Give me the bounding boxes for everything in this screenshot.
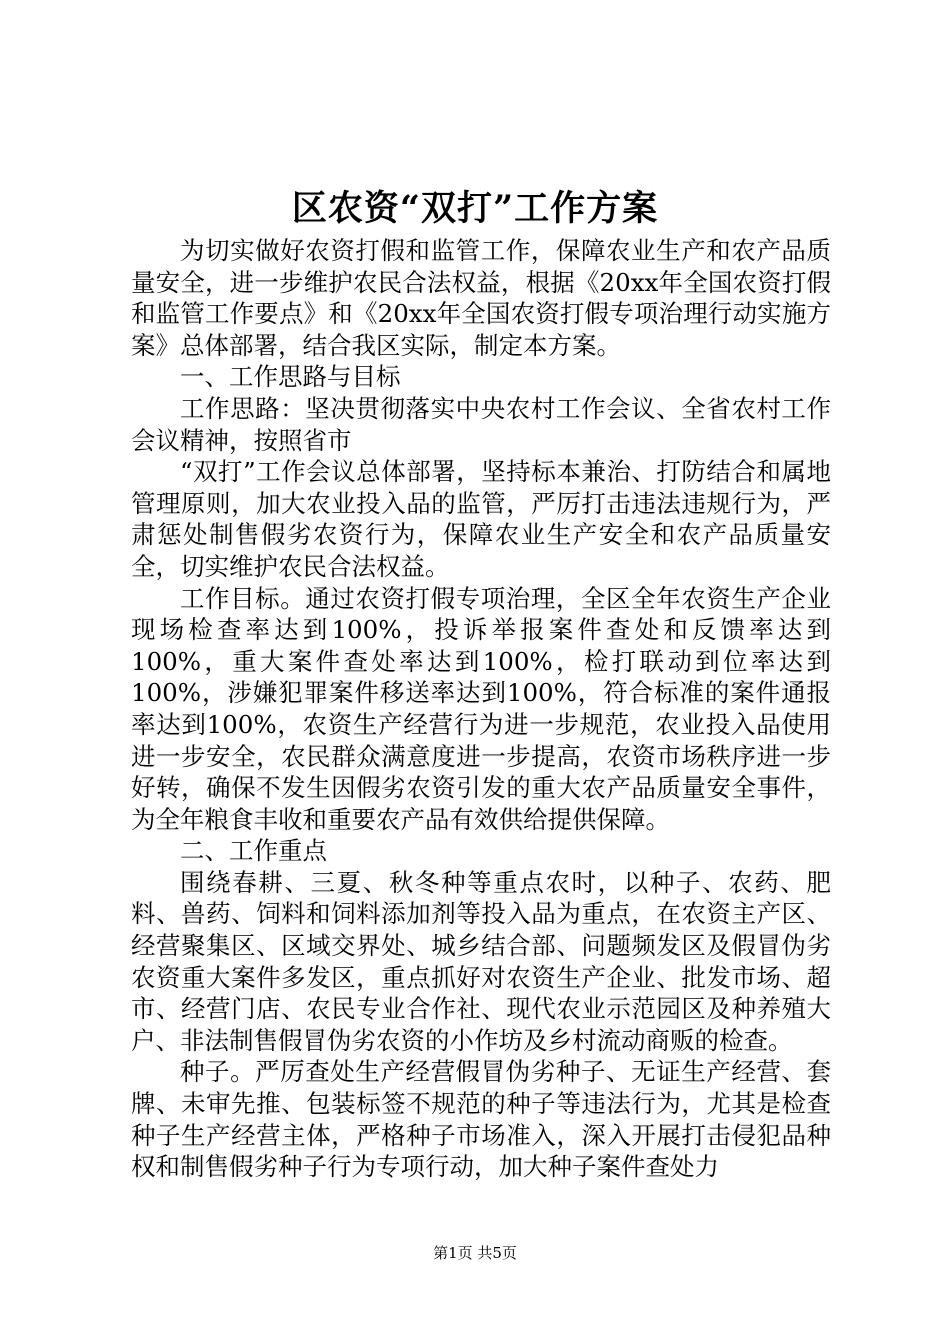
document-body (131, 235, 831, 1183)
paragraph-work-approach: 工作思路：坚决贯彻落实中央农村工作会议、全省农村工作会议精神，按照省市 (131, 393, 831, 455)
paragraph-work-focus: 围绕春耕、三夏、秋冬种等重点农时，以种子、农药、肥料、兽药、饲料和饲料添加剂等投入品为重点，在农资主产区、经营聚集区、区域交界处、城乡结合部、问题频发区及假冒伪劣农资重大案件多发区，重点抓好对农资生产企业、批发市场、超市、经营门店、农民专业合作社、现代农业示范园区及种养殖大户、非法制售假冒伪劣农资的小作坊及乡村流动商贩的检查。 (131, 867, 831, 1055)
paragraph-work-goals: 工作目标。通过农资打假专项治理，全区全年农资生产企业现场检查率达到100%，投诉举报案件查处和反馈率达到100%，重大案件查处率达到100%，检打联动到位率达到100%，涉嫌犯罪案件移送率达到100%，符合标准的案件通报率达到100%，农资生产经营行为进一步规范，农业投入品使用进一步安全，农民群众满意度进一步提高，农资市场秩序进一步好转，确保不发生因假劣农资引发的重大农产品质量安全事件，为全年粮食丰收和重要农产品有效供给提供保障。 (131, 583, 831, 834)
page-number-footer: 第1页 共5页 (433, 1244, 517, 1262)
document-title: 区农资“双打”工作方案 (291, 188, 659, 229)
section-heading-1: 一、工作思路与目标 (180, 362, 401, 392)
paragraph-seeds: 种子。严厉查处生产经营假冒伪劣种子、无证生产经营、套牌、未审先推、包装标签不规范的种子等违法行为，尤其是检查种子生产经营主体，严格种子市场准入，深入开展打击侵犯品种权和制售假劣种子行为专项行动，加大种子案件查处力 (131, 1057, 831, 1182)
paragraph-work-approach-continued: “双打”工作会议总体部署，坚持标本兼治、打防结合和属地管理原则，加大农业投入品的监管，严厉打击违法违规行为，严肃惩处制售假劣农资行为，保障农业生产安全和农产品质量安全，切实维护农民合法权益。 (131, 457, 831, 581)
paragraph-intro: 为切实做好农资打假和监管工作，保障农业生产和农产品质量安全，进一步维护农民合法权益，根据《20xx年全国农资打假和监管工作要点》和《20xx年全国农资打假专项治理行动实施方案》总体部署，结合我区实际，制定本方案。 (131, 236, 831, 360)
section-heading-2: 二、工作重点 (180, 836, 327, 866)
